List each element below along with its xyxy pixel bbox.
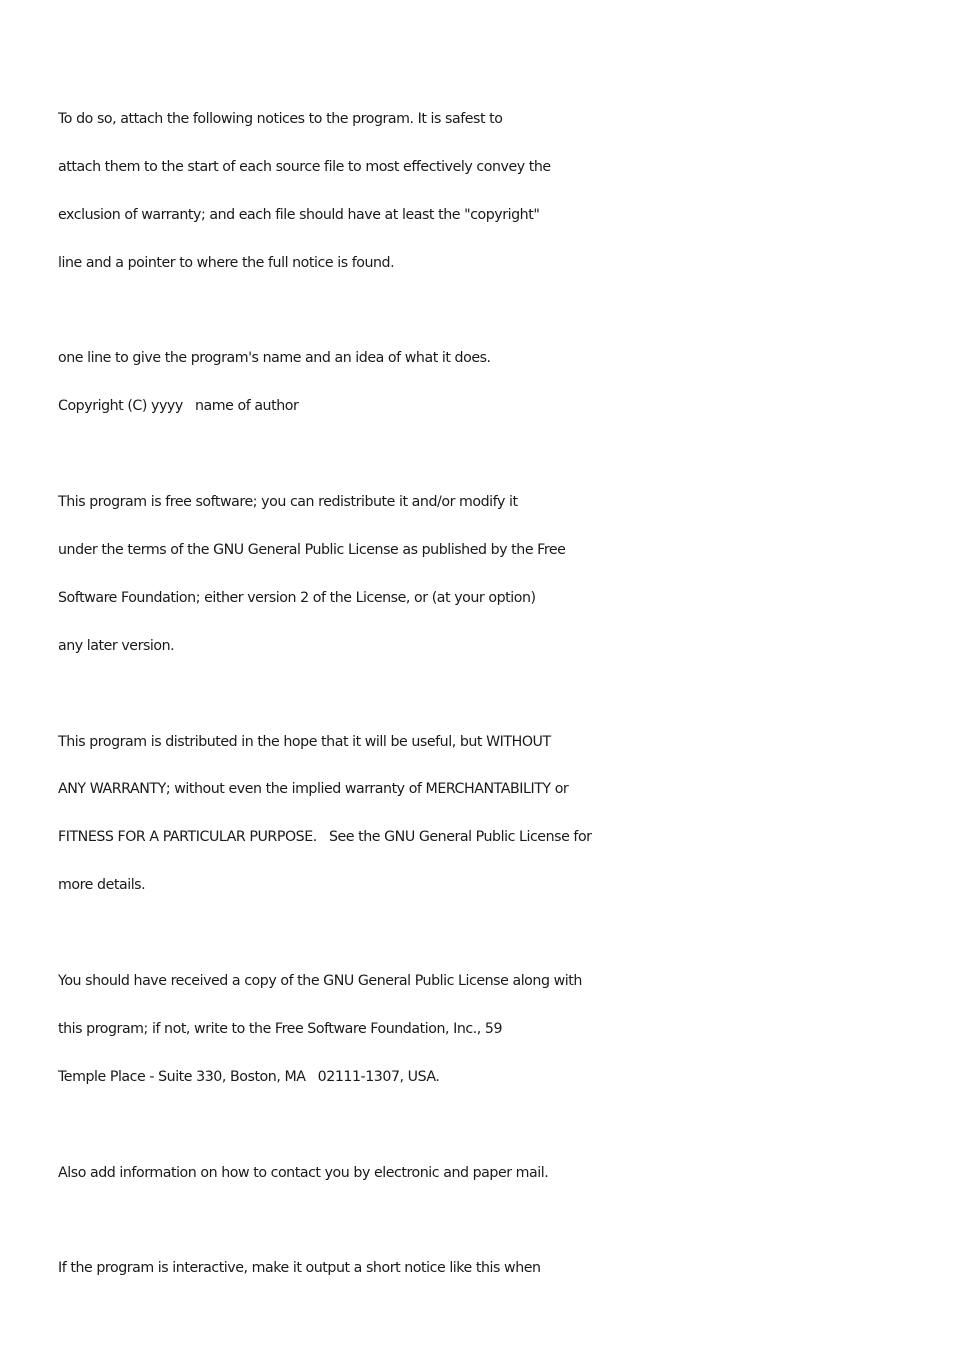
blank-line [58, 1201, 918, 1249]
text-line: attach them to the start of each source file to most effectively convey the [58, 158, 551, 175]
blank-line [58, 675, 918, 723]
text-line: line and a pointer to where the full notice is found. [58, 254, 395, 271]
document-body [58, 100, 918, 1297]
text-line: This program is free software; you can redistribute it and/or modify it [58, 494, 518, 511]
text-line: This program is distributed in the hope that it will be useful, but WITHOUT [58, 733, 551, 750]
text-line: Also add information on how to contact you by electronic and paper mail. [58, 1164, 549, 1181]
text-line: one line to give the program's name and an idea of what it does. [58, 350, 491, 367]
text-line: under the terms of the GNU General Public License as published by the Free [58, 542, 566, 559]
blank-line [58, 1106, 918, 1154]
blank-line [58, 292, 918, 340]
blank-line [58, 914, 918, 962]
text-line: Copyright (C) yyyy name of author [58, 398, 299, 415]
text-line: Temple Place - Suite 330, Boston, MA 02111-1307, USA. [58, 1068, 440, 1085]
text-line: more details. [58, 877, 146, 894]
text-line: If the program is interactive, make it output a short notice like this when [58, 1260, 541, 1277]
text-line: FITNESS FOR A PARTICULAR PURPOSE. See the GNU General Public License for [58, 829, 592, 846]
text-line: any later version. [58, 637, 175, 654]
text-line: ANY WARRANTY; without even the implied warranty of MERCHANTABILITY or [58, 781, 569, 798]
text-line: exclusion of warranty; and each file should have at least the "copyright" [58, 206, 540, 223]
text-line: To do so, attach the following notices to the program. It is safest to [58, 111, 503, 127]
text-line: this program; if not, write to the Free Software Foundation, Inc., 59 [58, 1020, 503, 1037]
blank-line [58, 435, 918, 483]
text-line: Software Foundation; either version 2 of the License, or (at your option) [58, 589, 536, 606]
text-line: You should have received a copy of the GNU General Public License along with [58, 973, 582, 990]
